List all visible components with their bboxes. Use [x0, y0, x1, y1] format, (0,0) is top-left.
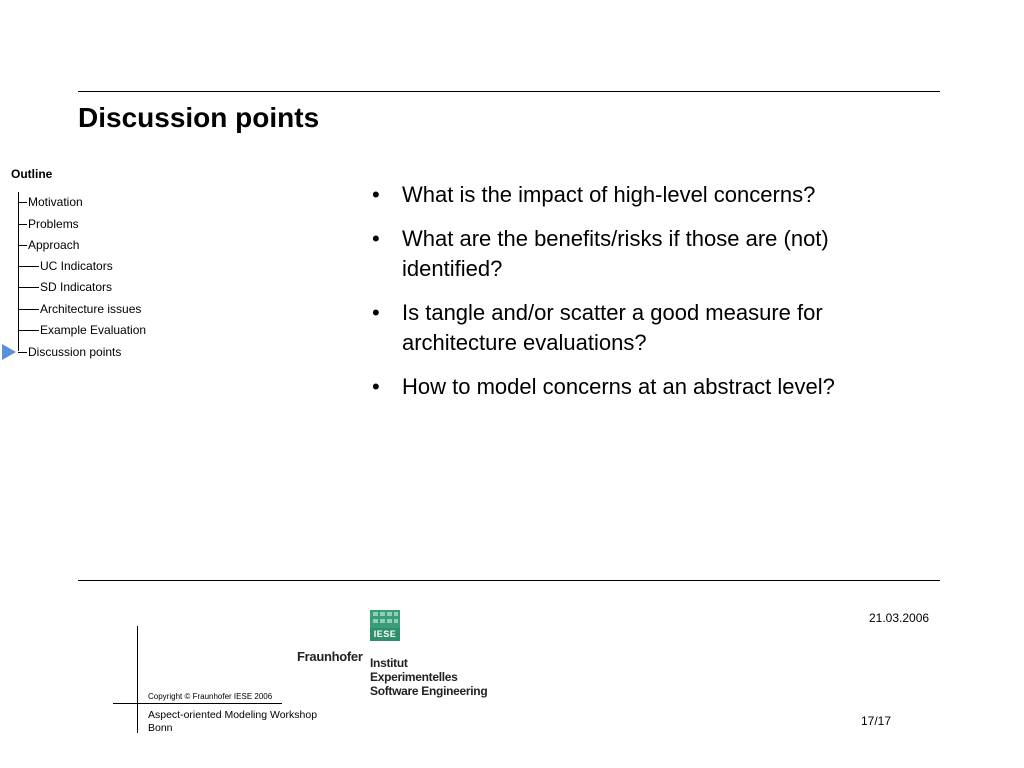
outline-item-architecture-issues[interactable]: Architecture issues — [18, 302, 141, 316]
bullet-icon: • — [372, 374, 380, 399]
slide-title: Discussion points — [78, 102, 320, 133]
copyright-notice: Copyright © Fraunhofer IESE 2006 — [148, 692, 273, 701]
bullet-icon: • — [372, 300, 380, 325]
iese-logo-icon — [370, 610, 400, 641]
footer-rule — [78, 580, 940, 581]
page-number: 17/17 — [861, 714, 892, 728]
outline-item-sd-indicators[interactable]: SD Indicators — [18, 280, 112, 294]
footer-divider-vertical — [137, 626, 138, 733]
slide-date: 21.03.2006 — [869, 611, 930, 625]
outline-item-discussion-points[interactable]: Discussion points — [18, 345, 121, 359]
outline-item-motivation[interactable]: Motivation — [18, 195, 83, 209]
outline-panel — [0, 165, 200, 365]
bullet-item: • How to model concerns at an abstract level? — [368, 372, 928, 402]
bullet-icon: • — [372, 226, 380, 251]
event-name: Aspect-oriented Modeling Workshop — [148, 709, 318, 721]
current-section-arrow-icon — [2, 344, 16, 360]
iese-badge-text: IESE — [370, 628, 400, 641]
bullet-item: • What are the benefits/risks if those are (not) identified? — [372, 226, 829, 281]
bullet-list — [368, 180, 928, 416]
footer-divider-horizontal — [113, 703, 282, 704]
outline-item-uc-indicators[interactable]: UC Indicators — [18, 259, 113, 273]
outline-item-example-evaluation[interactable]: Example Evaluation — [18, 323, 146, 337]
outline-item-problems[interactable]: Problems — [18, 217, 79, 231]
outline-heading: Outline — [11, 167, 53, 181]
institute-name: Institut Experimentelles Software Engineering — [370, 656, 488, 698]
fraunhofer-logo-text: Fraunhofer — [297, 649, 363, 664]
bullet-item: • Is tangle and/or scatter a good measure for architecture evaluations? — [372, 300, 823, 355]
event-location: Bonn — [148, 722, 173, 734]
event-info — [148, 709, 317, 735]
bullet-icon: • — [372, 182, 380, 207]
header-rule — [78, 91, 940, 92]
outline-item-approach[interactable]: Approach — [18, 238, 79, 252]
bullet-item: • What is the impact of high-level concerns? — [368, 180, 928, 210]
